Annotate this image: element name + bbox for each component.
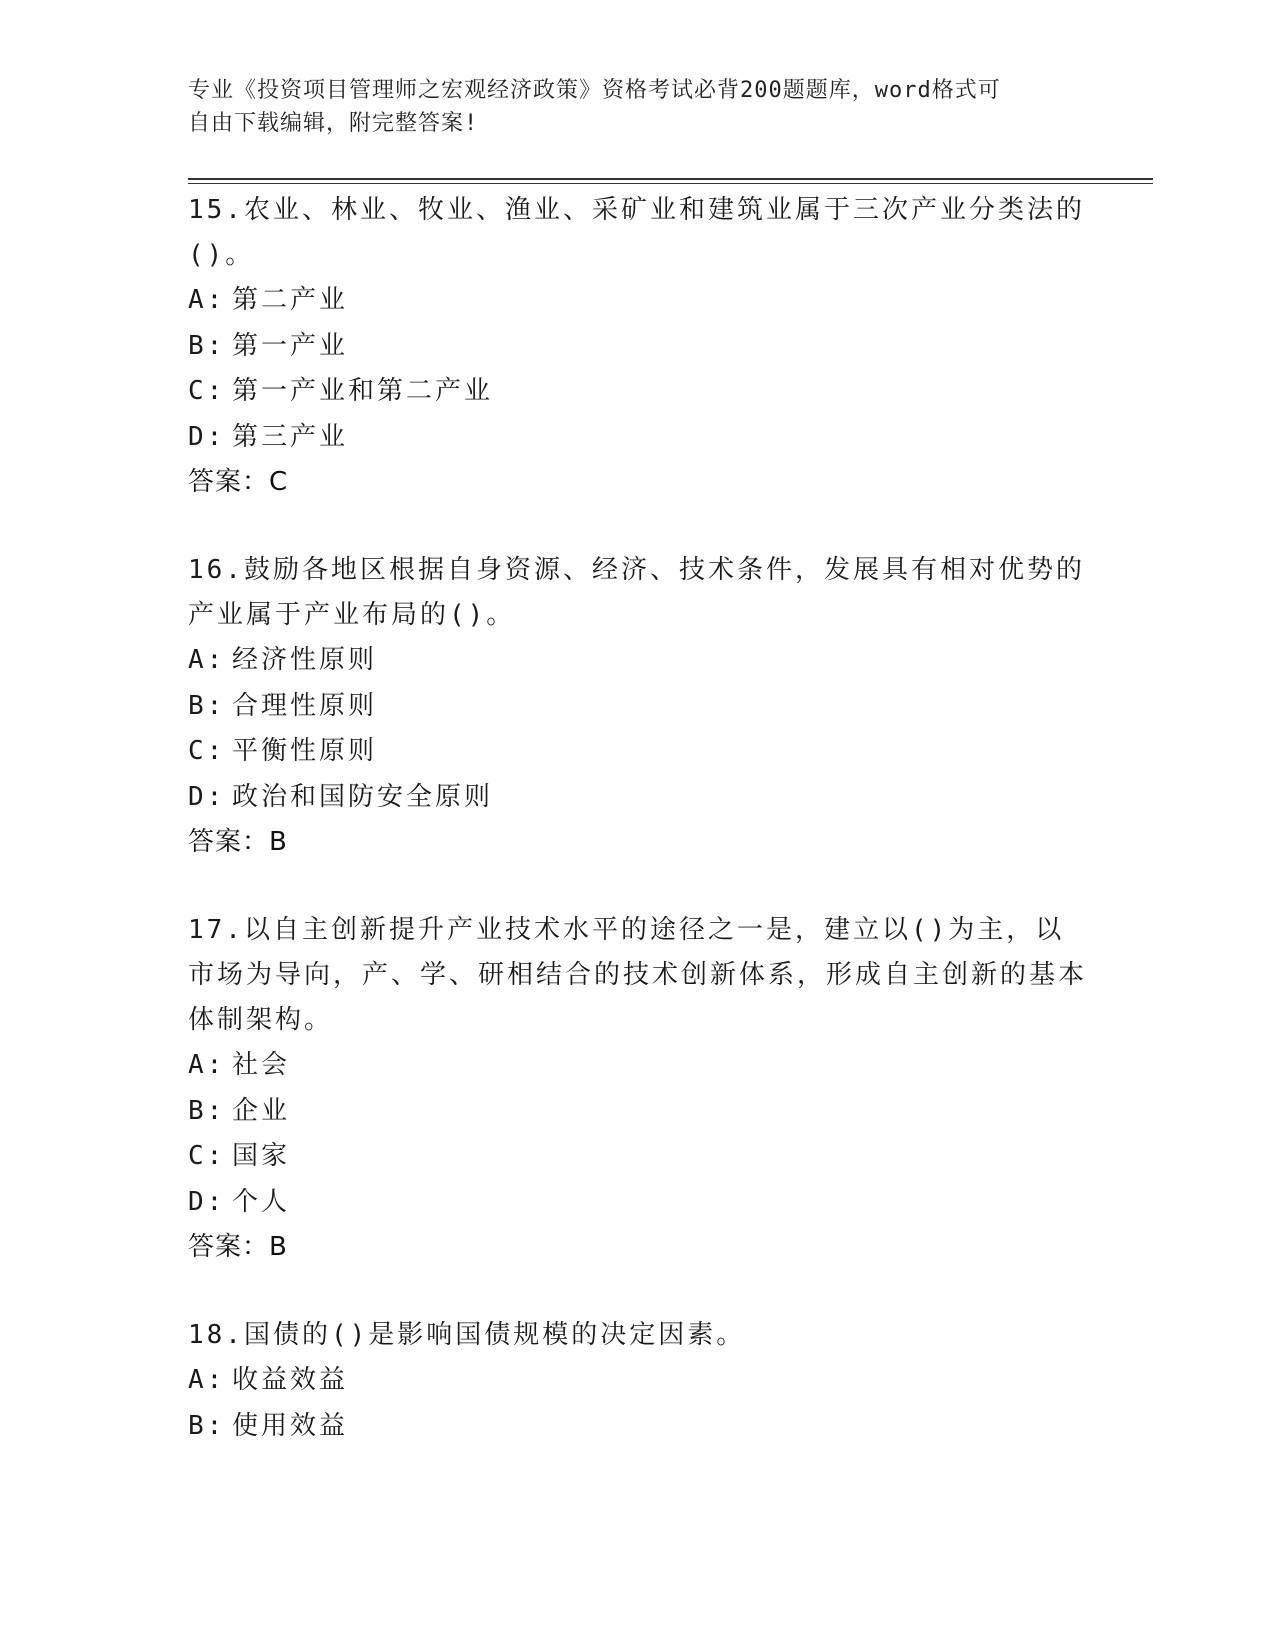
- option-letter: D:: [188, 1186, 226, 1217]
- header-line-1: 专业《投资项目管理师之宏观经济政策》资格考试必背200题题库，word格式可: [188, 78, 1001, 103]
- option-a: [188, 278, 1088, 324]
- question-17: [188, 908, 1088, 1270]
- option-letter: A:: [188, 285, 226, 315]
- header-line-2: 自由下载编辑，附完整答案!: [188, 111, 479, 136]
- answer-line: 答案：C: [188, 467, 289, 497]
- option-text: 企业: [232, 1095, 291, 1126]
- option-a: [188, 1043, 1088, 1089]
- option-text: 国家: [232, 1141, 291, 1171]
- option-text: 合理性原则: [232, 690, 378, 721]
- option-letter: A:: [188, 1050, 226, 1080]
- option-letter: B:: [188, 1095, 226, 1126]
- header-divider-thin: [188, 183, 1153, 184]
- option-b: [188, 684, 1088, 730]
- option-text: 收益效益: [232, 1365, 349, 1395]
- option-letter: B:: [188, 1410, 226, 1441]
- option-c: [188, 1134, 1088, 1180]
- option-letter: B:: [188, 330, 226, 361]
- option-letter: D:: [188, 781, 226, 812]
- document-header: [188, 74, 1068, 140]
- option-letter: C:: [188, 376, 226, 406]
- question-stem: 18.国债的()是影响国债规模的决定因素。: [188, 1320, 746, 1350]
- option-letter: A:: [188, 645, 226, 675]
- option-letter: D:: [188, 421, 226, 452]
- question-stem: 16.鼓励各地区根据自身资源、经济、技术条件，发展具有相对优势的产业属于产业布局的()。: [188, 555, 1085, 630]
- option-text: 个人: [232, 1186, 291, 1217]
- option-text: 第一产业和第二产业: [232, 376, 494, 406]
- option-letter: A:: [188, 1365, 226, 1395]
- option-text: 第一产业: [232, 330, 349, 361]
- option-a: [188, 638, 1088, 684]
- answer-line: 答案：B: [188, 827, 288, 857]
- option-d: [188, 1180, 1088, 1226]
- option-text: 政治和国防安全原则: [232, 781, 494, 812]
- question-18: [188, 1313, 1088, 1449]
- option-text: 使用效益: [232, 1410, 349, 1441]
- option-d: [188, 775, 1088, 821]
- option-d: [188, 415, 1088, 461]
- option-b: [188, 1404, 1088, 1450]
- question-list: [188, 188, 1088, 1492]
- option-b: [188, 1089, 1088, 1135]
- option-text: 第三产业: [232, 421, 349, 452]
- option-b: [188, 324, 1088, 370]
- answer-line: 答案：B: [188, 1232, 288, 1262]
- option-c: [188, 729, 1088, 775]
- question-16: [188, 548, 1088, 865]
- option-text: 经济性原则: [232, 645, 378, 675]
- option-letter: C:: [188, 736, 226, 766]
- option-letter: C:: [188, 1141, 226, 1171]
- option-text: 社会: [232, 1050, 291, 1080]
- header-divider-thick: [188, 178, 1153, 180]
- question-stem: 17.以自主创新提升产业技术水平的途径之一是，建立以()为主，以市场为导向，产、学、研相结合的技术创新体系，形成自主创新的基本体制架构。: [188, 915, 1088, 1035]
- option-text: 第二产业: [232, 285, 349, 315]
- option-c: [188, 369, 1088, 415]
- question-stem: 15.农业、林业、牧业、渔业、采矿业和建筑业属于三次产业分类法的()。: [188, 195, 1085, 270]
- option-a: [188, 1358, 1088, 1404]
- option-text: 平衡性原则: [232, 736, 378, 766]
- option-letter: B:: [188, 690, 226, 721]
- question-15: [188, 188, 1088, 505]
